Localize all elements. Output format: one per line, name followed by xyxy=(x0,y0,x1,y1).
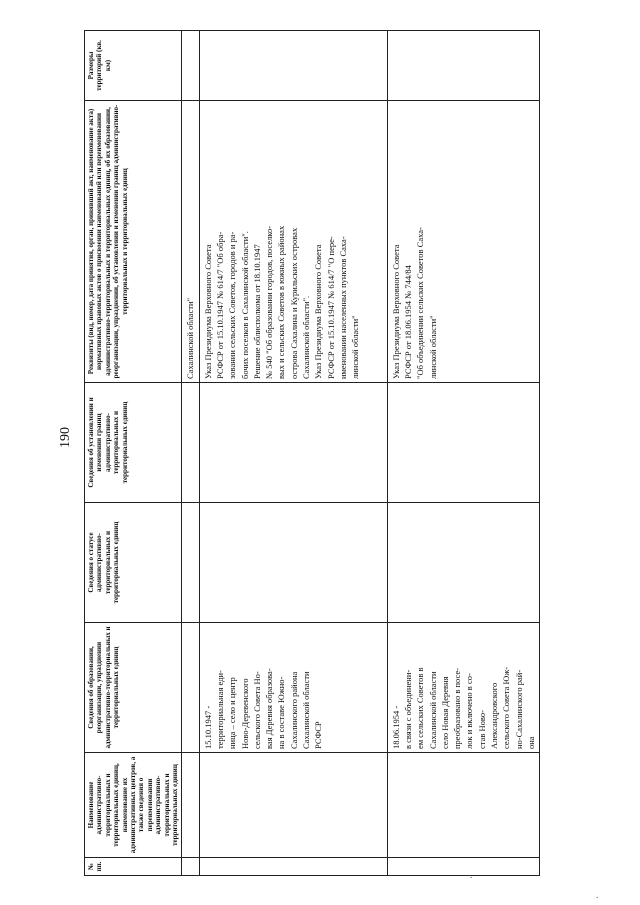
cell-size xyxy=(387,31,540,101)
cell-status xyxy=(199,503,387,623)
header-borders: Сведения об установлении и изменении границ административно-территориальных и территориальных единиц xyxy=(85,383,182,503)
scan-mark: . xyxy=(470,870,473,880)
cell-num xyxy=(199,858,387,876)
cell-acts: Указ Президиума Верховного Совета РСФСР от 15.10.1947 № 614/7 "Об обра- зовании сельских Советов, городов и ра- бочих поселков в Сахалинской области". Решение облисполкома от 18.10.1947 № 540 "Об образовании городов, поселко- вых и сельских Советов в южных районах острова Сахалина и Курильских островах Сахалинской области". Указ Президиума Верховного Совета РСФСР от 15.10.1947 № 614/7 "О пере- именовании населенных пунктов Саха- линской области" xyxy=(199,101,387,383)
header-formation: Сведения об образовании, реорганизации, упразднении административно-территориальных и территориальных единиц xyxy=(85,623,182,753)
cell-status xyxy=(387,503,540,623)
cell-name xyxy=(387,753,540,858)
cell-size xyxy=(182,31,199,101)
table-row xyxy=(387,31,540,876)
header-acts: Реквизиты (вид, номер, дата принятия, орган, принявший акт, наименование акта) нормативных правовых актов о присвоении наименований или переименовании административно-территориальных и территориальных единиц, об их образовании, реорганизации, упразднении, об установлении и изменении границ административно-территориальных и территориальных единиц xyxy=(85,101,182,383)
cell-formation xyxy=(182,623,199,753)
table-row xyxy=(182,31,199,876)
cell-name xyxy=(199,753,387,858)
cell-formation: 15.10.1947 - территориальная еди- ница – село и центр Ново-Деревенского сельского Совета Но- вая Деревня образова- на в составе Южно- Сахалинского района Сахалинской области РСФСР xyxy=(199,623,387,753)
rotated-table-frame xyxy=(84,31,537,876)
cell-acts: Указ Президиума Верховного Совета РСФСР от 18.06.1954 № 744/84 "Об объединении сельских Советов Саха- линской области" xyxy=(387,101,540,383)
cell-num xyxy=(182,858,199,876)
header-num: № пп. xyxy=(85,858,182,876)
cell-borders xyxy=(387,383,540,503)
table-header-row xyxy=(85,31,182,876)
cell-acts: Сахалинской области" xyxy=(182,101,199,383)
header-status: Сведения о статусе административно-территориальных и территориальных единиц xyxy=(85,503,182,623)
cell-name xyxy=(182,753,199,858)
cell-borders xyxy=(182,383,199,503)
cell-size xyxy=(199,31,387,101)
cell-status xyxy=(182,503,199,623)
cell-formation: 18.06.1954 - в связи с объединени- ем сельских Советов в Сахалинской области село Новая Деревня преобразовано в посе- лок и включено в со- став Ново- Александровского сельского Совета Юж- но-Сахалинского рай- она xyxy=(387,623,540,753)
page-number: 190 xyxy=(58,427,73,448)
scan-mark: . xyxy=(596,890,599,900)
cell-num xyxy=(387,858,540,876)
table-row xyxy=(199,31,387,876)
cell-borders xyxy=(199,383,387,503)
header-name: Наименование административно-территориальных и территориальных единиц, наименование их административных центров, а также сведения о переименовании административно-территориальных и территориальных единиц xyxy=(85,753,182,858)
territorial-units-table xyxy=(84,30,540,876)
header-size: Размеры территорий (кв. км) xyxy=(85,31,182,101)
